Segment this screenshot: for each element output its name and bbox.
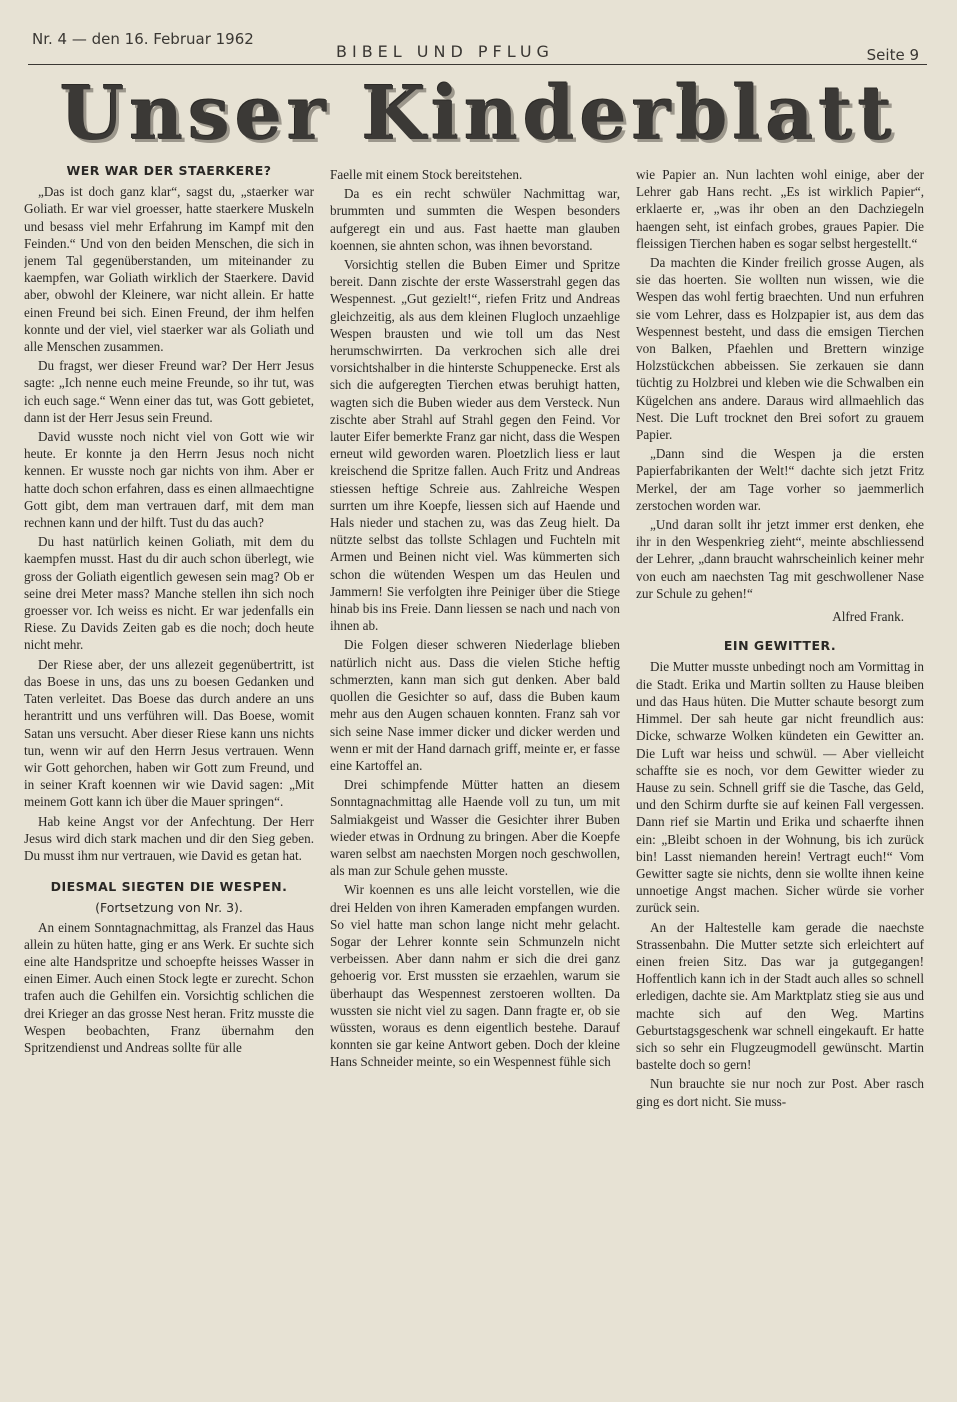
section-masthead: Unser Kinderblatt (59, 71, 898, 157)
paragraph: Nun brauchte sie nur noch zur Post. Aber rasch ging es dort nicht. Sie muss- (636, 1076, 924, 1109)
column-2 (330, 166, 620, 1402)
paragraph: Die Mutter musste unbedingt noch am Vormittag in die Stadt. Erika und Martin sollten zu Hause bleiben und das Haus hüten. Die Mutter schaute besorgt zum Himmel. Der sah heute gar nicht freundlich aus: Dicke, schwarze Wolken kündeten ein Gewitter an. Die Luft war heiss und schwül. — Aber vielleicht schaffte sie es noch, vor dem Gewitter wieder zu Hause zu sein. Schnell griff sie die Tasche, das Geld, und den Schirm durfte sie auf keinen Fall vergessen. Dann rief sie Martin und Erika und schaerfte ihnen ein: „Bleibt schoen in der Wohnung, bis ich zurück bin! Lasst niemanden herein! Vertragt euch!“ Vom Gewitter sagte sie nichts, denn sie wollte ihnen keine unnoetige Angst machen. Sicher würde sie vorher zurück sein. (636, 659, 924, 916)
paragraph: „Und daran sollt ihr jetzt immer erst denken, ehe ihr in den Wespenkrieg zieht“, meinte abschliessend der Lehrer, „dann braucht wahrscheinlich keiner mehr von euch am naechsten Tag mit geschwollener Nase zur Schule zu gehen!“ (636, 517, 924, 601)
story-title: DIESMAL SIEGTEN DIE WESPEN. (50, 879, 288, 895)
column-1 (24, 158, 314, 1394)
paragraph: Der Riese aber, der uns allezeit gegenübertritt, ist das Boese in uns, das uns zu boesen Gedanken und Taten verleitet. Das Boese das durch andere an uns herantritt und uns verführen will. Das Boese, womit Satan uns versucht. Aber dieser Riese kann uns nichts tun, wenn wir auf den Herrn Jesus vertrauen. Wenn wir Gott gehorchen, haben wir Gott zum Freund, und in seiner Kraft koennen wir wie David sagen: „Mit meinem Gott kann ich über die Mauer springen“. (24, 656, 314, 810)
paragraph: Da es ein recht schwüler Nachmittag war, brummten und summten die Wespen besonders aufgeregt ein und aus. Fast haette man glauben koennen, sie ahnten schon, was ihnen bevorstand. (330, 186, 620, 253)
paragraph: Da machten die Kinder freilich grosse Augen, als sie das hoerten. Sie wollten nun wissen, wie die Wespen das wohl fertig braechten. Und nun erfuhren sie vom Lehrer, dass es Holzpapier ist, aus dem das Wespennest besteht, und dass die emsigen Tierchen von Balken, Pfaehlen und Brettern winzige Holzstückchen abbeissen. Sie zerkauen sie dann tüchtig zu Holzbrei und kleben wie die Schwalben ein Kügelchen ans andere. Daraus wird allmaehlich das Nest. Die Luft trocknet den Brei sofort zu grauem Papier. (636, 255, 924, 443)
page-number: Seite 9 (866, 46, 919, 64)
paragraph: Faelle mit einem Stock bereitstehen. (330, 167, 523, 182)
issue-date: Nr. 4 — den 16. Februar 1962 (32, 30, 254, 48)
paragraph: An einem Sonntagnachmittag, als Franzel das Haus allein zu hüten hatte, ging er ans Werk. Er suchte sich eine alte Handspritze und schoepfte heisses Wasser in einen Eimer. Auch einen Stock legte er zurecht. Schon trafen auch die Gehilfen ein. Vorsichtig schlichen die drei Krieger an das grosse Nest heran. Fritz musste die Wespen beobachten, Franz übernahm den Spritzendienst und Andreas sollte für alle (24, 919, 314, 1055)
story-title: WER WAR DER STAERKERE? (66, 163, 272, 178)
paragraph: „Dann sind die Wespen ja die ersten Papierfabrikanten der Welt!“ dachte sich jetzt Fritz Merkel, der am Tage vorher so jaemmerlich zerstochen worden war. (636, 446, 924, 513)
paragraph: Drei schimpfende Mütter hatten an diesem Sonntagnachmittag alle Haende voll zu tun, um mit Salmiakgeist und Wasser die Gesichter ihrer Buben wieder etwas in Ordnung zu bringen. Aber die Koepfe waren selbst am naechsten Morgen noch geschwollen, als man zur Schule gehen musste. (330, 777, 620, 879)
paragraph: „Das ist doch ganz klar“, sagst du, „staerker war Goliath. Er war viel groesser, hatte staerkere Muskeln und besass viel mehr Erfahrung im Kampf mit den Feinden.“ Und von den beiden Menschen, die sich in jenem Tal gegenüberstanden, um miteinander zu kaempfen, war Goliath wirklich der Staerkere. David aber, obwohl der Kleinere, war nicht allein. Er hatte einen Freund bei sich. Einen Freund, der ihm helfen konnte und der viel, viel staerker war als Goliath und alle Menschen zusammen. (24, 184, 314, 355)
paragraph: Du hast natürlich keinen Goliath, mit dem du kaempfen musst. Hast du dir auch schon überlegt, wie gross der Goliath eigentlich gewesen sein mag? Ob er seine drei Meter mass? Manche stellen ihn sich noch groesser vor. Ich weiss es nicht. Er war jedenfalls ein Riese. Zu Davids Zeiten gab es die noch; doch heute nicht mehr. (24, 534, 314, 653)
story-subtitle: (Fortsetzung von Nr. 3). (95, 900, 243, 916)
paragraph: Wir koennen es uns alle leicht vorstellen, wie die drei Helden von ihren Kameraden empfangen wurden. So viel hatte man schon lange nicht mehr gelacht. Sogar der Lehrer konnte sein Schmunzeln nicht verbeissen. Aber dann nahm er sich die drei ganz gehoerig vor. Erst mussten sie erzaehlen, warum sie überhaupt das Wespennest zerstoeren wollten. Da wussten sie nicht viel zu sagen. Dann fragte er, ob sie wüssten, woraus es denn eigentlich bestehe. Darauf konnten sie gar keine Antwort geben. Doch der kleine Hans Schneider meinte, so ein Wespennest fühle sich (330, 882, 620, 1070)
paragraph: Vorsichtig stellen die Buben Eimer und Spritze bereit. Dann zischte der erste Wasserstrahl gegen das Wespennest. „Gut gezielt!“, riefen Fritz und Andreas gleichzeitig, als aus dem kleinen Flugloch unzaehlige Wespen brausten und wie toll um das Nest herumschwirrten. Da verkrochen sich alle drei vorsichtshalber in die hinterste Schuppenecke. Erst als sich die aufgeregten Tierchen etwas beruhigt hatten, wagten sich die Buben wieder aus dem Versteck. Nun zischte aber Strahl auf Strahl gegen den Feind. Vor lauter Eifer bemerkte Franz gar nicht, dass die Wespen erneut wild geworden waren. Ploetzlich liess er laut kreischend die Spritze fallen. Auch Fritz und Andreas stiessen heftige Schreie aus. Zahlreiche Wespen surrten um ihre Koepfe, liessen sich auf Haende und Hals nieder und stachen zu, was das Zeug hielt. Da nützte selbst das tollste Schlagen und Fuchteln mit Armen und Beinen nicht viel. Was kümmerten sich schon die wütenden Wespen um das Heulen und Jammern! Sie verfolgten ihre Peiniger über die Stiege hinab bis ins Freie. Dann liessen se nach und nach von ihnen ab. (330, 257, 620, 634)
newspaper-name: BIBEL UND PFLUG (336, 42, 554, 61)
paragraph: Hab keine Angst vor der Anfechtung. Der Herr Jesus wird dich stark machen und dir den Sieg geben. Du musst ihm nur vertrauen, wie David es getan hat. (24, 813, 314, 863)
paragraph: David wusste noch nicht viel von Gott wie wir heute. Er konnte ja den Herrn Jesus noch nicht kennen. Er wusste noch gar nichts von ihm. Aber er hatte doch schon erfahren, dass es einen allmaechtigne Gott gibt, dem man vertrauen darf, mit dem man rechnen kann und der hilft. Tust du das auch? (24, 429, 314, 531)
story-title: EIN GEWITTER. (723, 638, 837, 654)
author-signature: Alfred Frank. (832, 609, 904, 625)
column-3 (636, 166, 924, 1402)
paragraph: An der Haltestelle kam gerade die naechste Strassenbahn. Die Mutter setzte sich erleichtert auf einen freien Sitz. Das war ja gutgegangen! Hoffentlich kann ich in der Stadt auch alles so schnell erledigen, dachte sie. Am Marktplatz stieg sie aus und machte sich auf den Weg. Martins Geburtstagsgeschenk war schnell eingekauft. Er hatte sich so sehr ein Flugzeugmodell gewünscht. Martin bastelte doch so gern! (636, 919, 924, 1073)
header-rule (28, 64, 927, 65)
paragraph: Die Folgen dieser schweren Niederlage blieben natürlich nicht aus. Dass die vielen Stiche heftig schmerzten, kann man sich gut denken. Aber bald quollen die Gesichter so auf, dass die Buben kaum mehr aus den Augen schauen konnten. Franz sah vor sich seine Nase immer dicker und dicker werden und wenn er mit der Hand darnach griff, meinte er, er fasse eine Kartoffel an. (330, 637, 620, 773)
paragraph: Du fragst, wer dieser Freund war? Der Herr Jesus sagte: „Ich nenne euch meine Freunde, so ihr tut, was ich euch sage.“ Wenn einer das tut, was Gott gebietet, dann ist der Herr Jesus sein Freund. (24, 358, 314, 425)
page-header (28, 26, 927, 64)
paragraph: wie Papier an. Nun lachten wohl einige, aber der Lehrer gab Hans recht. „Es ist wirklich Papier“, erklaerte er, „was ihr oben an den Dachziegeln haengen seht, ist einfach grobes, graues Papier. Die fleissigen Tierchen haben es sogar selbst hergestellt.“ (636, 167, 924, 251)
